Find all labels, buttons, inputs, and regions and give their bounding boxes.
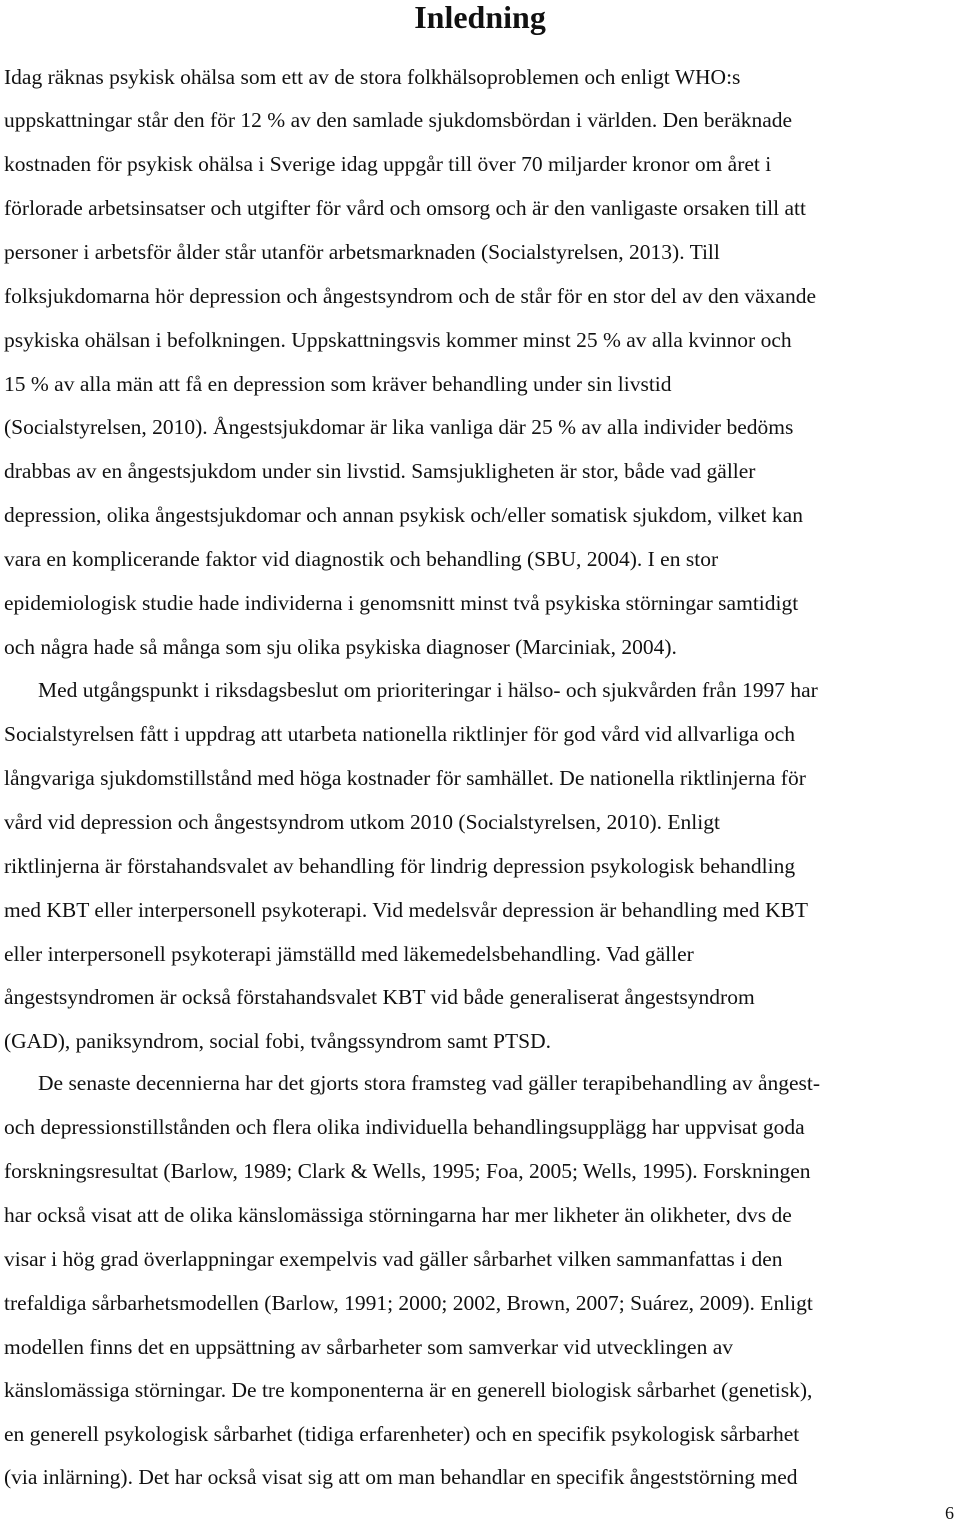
text-line: har också visat att de olika känslomässiga störningarna har mer likheter än olikheter, dvs de [4, 1203, 792, 1227]
text-line: epidemiologisk studie hade individerna i genomsnitt minst två psykiska störningar samtidigt [4, 591, 799, 615]
text-line: modellen finns det en uppsättning av sårbarheter som samverkar vid utvecklingen av [4, 1335, 733, 1359]
text-line: personer i arbetsför ålder står utanför arbetsmarknaden (Socialstyrelsen, 2013). Till [4, 240, 720, 264]
text-line: en generell psykologisk sårbarhet (tidiga erfarenheter) och en specifik psykologisk sårbarhet [4, 1422, 800, 1446]
text-line: depression, olika ångestsjukdomar och annan psykisk och/eller somatisk sjukdom, vilket kan [4, 503, 803, 527]
text-line: (via inlärning). Det har också visat sig att om man behandlar en specifik ångeststörning med [4, 1465, 798, 1489]
text-line: och depressionstillstånden och flera olika individuella behandlingsupplägg har uppvisat goda [4, 1115, 805, 1139]
text-line: folksjukdomarna hör depression och ångestsyndrom och de står för en stor del av den växande [4, 284, 816, 308]
page-number: 6 [945, 1503, 954, 1523]
text-line: psykiska ohälsan i befolkningen. Uppskattningsvis kommer minst 25 % av alla kvinnor och [4, 328, 792, 352]
text-line: drabbas av en ångestsjukdom under sin livstid. Samsjukligheten är stor, både vad gäller [4, 459, 756, 483]
text-line: visar i hög grad överlappningar exempelvis vad gäller sårbarhet vilken sammanfattas i den [4, 1247, 783, 1271]
text-line: och några hade så många som sju olika psykiska diagnoser (Marciniak, 2004). [4, 635, 677, 659]
text-line: vara en komplicerande faktor vid diagnostik och behandling (SBU, 2004). I en stor [4, 547, 719, 571]
text-line: vård vid depression och ångestsyndrom utkom 2010 (Socialstyrelsen, 2010). Enligt [4, 810, 720, 834]
text-line: Idag räknas psykisk ohälsa som ett av de stora folkhälsoproblemen och enligt WHO:s [4, 65, 741, 89]
text-line: Socialstyrelsen fått i uppdrag att utarbeta nationella riktlinjer för god vård vid allvarliga och [4, 722, 796, 746]
text-line: (GAD), paniksyndrom, social fobi, tvångssyndrom samt PTSD. [4, 1029, 552, 1053]
paragraph-first-line: Med utgångspunkt i riksdagsbeslut om prioriteringar i hälso- och sjukvården från 1997 har [38, 678, 818, 702]
text-line: riktlinjerna är förstahandsvalet av behandling för lindrig depression psykologisk behandling [4, 854, 796, 878]
text-line: (Socialstyrelsen, 2010). Ångestsjukdomar är lika vanliga där 25 % av alla individer bedöms [4, 415, 794, 439]
text-line: kostnaden för psykisk ohälsa i Sverige idag uppgår till över 70 miljarder kronor om året i [4, 152, 772, 176]
text-line: 15 % av alla män att få en depression som kräver behandling under sin livstid [4, 372, 672, 396]
page-heading: Inledning [414, 0, 546, 35]
text-line: långvariga sjukdomstillstånd med höga kostnader för samhället. De nationella riktlinjerna för [4, 766, 806, 790]
text-line: eller interpersonell psykoterapi jämställd med läkemedelsbehandling. Vad gäller [4, 942, 694, 966]
paragraph-first-line: De senaste decennierna har det gjorts stora framsteg vad gäller terapibehandling av ångest- [38, 1071, 821, 1095]
text-line: känslomässiga störningar. De tre komponenterna är en generell biologisk sårbarhet (genetisk), [4, 1378, 813, 1402]
text-line: trefaldiga sårbarhetsmodellen (Barlow, 1991; 2000; 2002, Brown, 2007; Suárez, 2009). Enligt [4, 1291, 813, 1315]
text-line: förlorade arbetsinsatser och utgifter för vård och omsorg och är den vanligaste orsaken till att [4, 196, 806, 220]
text-line: forskningsresultat (Barlow, 1989; Clark & Wells, 1995; Foa, 2005; Wells, 1995). Forskningen [4, 1159, 811, 1183]
text-line: uppskattningar står den för 12 % av den samlade sjukdomsbördan i världen. Den beräknade [4, 108, 793, 132]
text-line: med KBT eller interpersonell psykoterapi. Vid medelsvår depression är behandling med KBT [4, 898, 808, 922]
text-line: ångestsyndromen är också förstahandsvalet KBT vid både generaliserat ångestsyndrom [4, 985, 755, 1009]
